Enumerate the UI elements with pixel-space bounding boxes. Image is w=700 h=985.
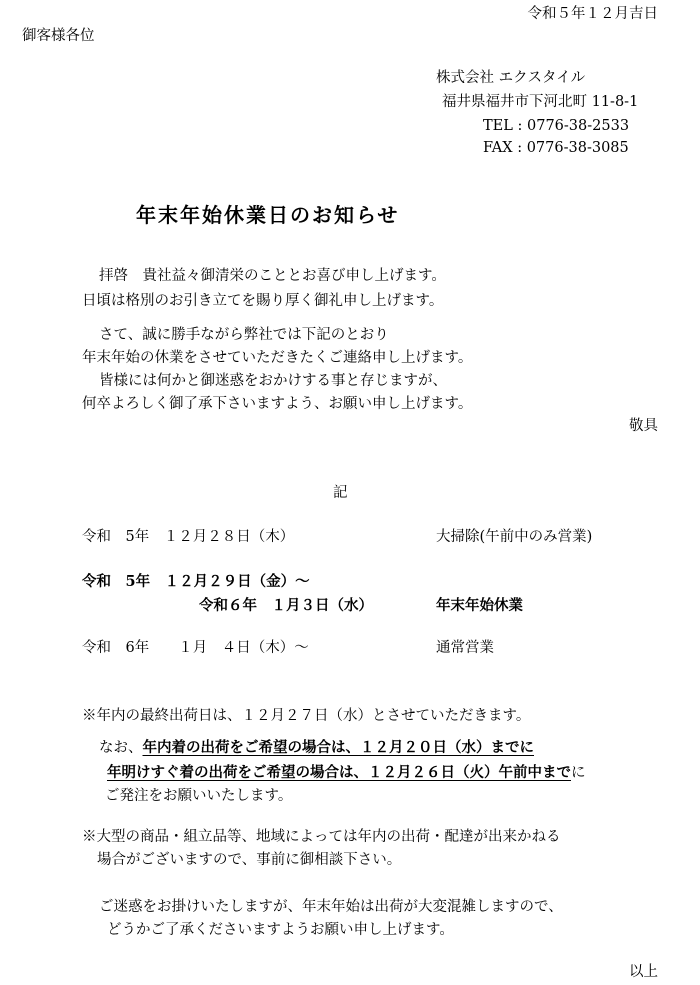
schedule-row-2-desc: 年末年始休業	[436, 597, 523, 614]
body-line-1: さて、誠に勝手ながら弊社では下記のとおり	[99, 327, 389, 343]
schedule-row-1-desc: 大掃除(午前中のみ営業)	[436, 529, 593, 545]
schedule-row-3-date: 令和 6年 １月 ４日（木）～	[82, 640, 309, 656]
schedule-row-2-date-start: 令和 5年 １２月２９日（金）～	[82, 573, 310, 590]
body-line-3: 皆様には何かと御迷惑をおかけする事と存じますが、	[99, 373, 447, 389]
company-name: 株式会社 エクスタイル	[436, 70, 586, 86]
closing-ijou: 以上	[629, 964, 658, 980]
company-fax: FAX : 0776-38-3085	[483, 140, 629, 156]
note-order-line-1	[99, 739, 534, 757]
apology-line-2: どうかご了承くださいますようお願い申し上げます。	[107, 922, 454, 938]
greeting-line-2: 日頃は格別のお引き立てを賜り厚く御礼申し上げます。	[82, 293, 444, 309]
note-large-items-1: ※大型の商品・組立品等、地域によっては年内の出荷・配達が出来かねる	[82, 829, 561, 845]
greeting-line-1: 拝啓 貴社益々御清栄のこととお喜び申し上げます。	[99, 268, 446, 284]
body-line-2: 年末年始の休業をさせていただきたくご連絡申し上げます。	[82, 350, 473, 366]
note-order-line-2	[107, 764, 586, 782]
schedule-row-1-date: 令和 5年 １２月２８日（木）	[82, 529, 295, 545]
order-suffix: に	[571, 765, 586, 781]
schedule-row-2-date-end: 令和６年 １月３日（水）	[199, 597, 373, 614]
note-large-items-2: 場合がございますので、事前に御相談下さい。	[97, 852, 402, 868]
ki-heading: 記	[333, 485, 348, 501]
company-tel: TEL : 0776-38-2533	[483, 118, 630, 134]
schedule-row-3-desc: 通常営業	[436, 640, 494, 656]
company-address: 福井県福井市下河北町 11-8-1	[442, 94, 639, 110]
body-line-4: 何卒よろしく御了承下さいますよう、お願い申し上げます。	[82, 396, 473, 412]
note-last-shipment: ※年内の最終出荷日は、１２月２７日（水）とさせていただきます。	[82, 708, 531, 724]
addressee: 御客様各位	[22, 28, 95, 44]
closing-keigu: 敬具	[629, 418, 658, 434]
apology-line-1: ご迷惑をお掛けいたしますが、年末年始は出荷が大変混雑しますので、	[99, 899, 563, 915]
order-deadline-year-end: 年内着の出荷をご希望の場合は、１２月２０日（水）までに	[142, 739, 534, 756]
order-deadline-new-year: 年明けすぐ着の出荷をご希望の場合は、１２月２６日（火）午前中まで	[107, 764, 571, 781]
note-order-line-3: ご発注をお願いいたします。	[105, 788, 293, 804]
notice-title: 年末年始休業日のお知らせ	[136, 203, 400, 227]
letter-date: 令和５年１２月吉日	[527, 6, 658, 22]
order-prefix: なお、	[99, 740, 143, 756]
